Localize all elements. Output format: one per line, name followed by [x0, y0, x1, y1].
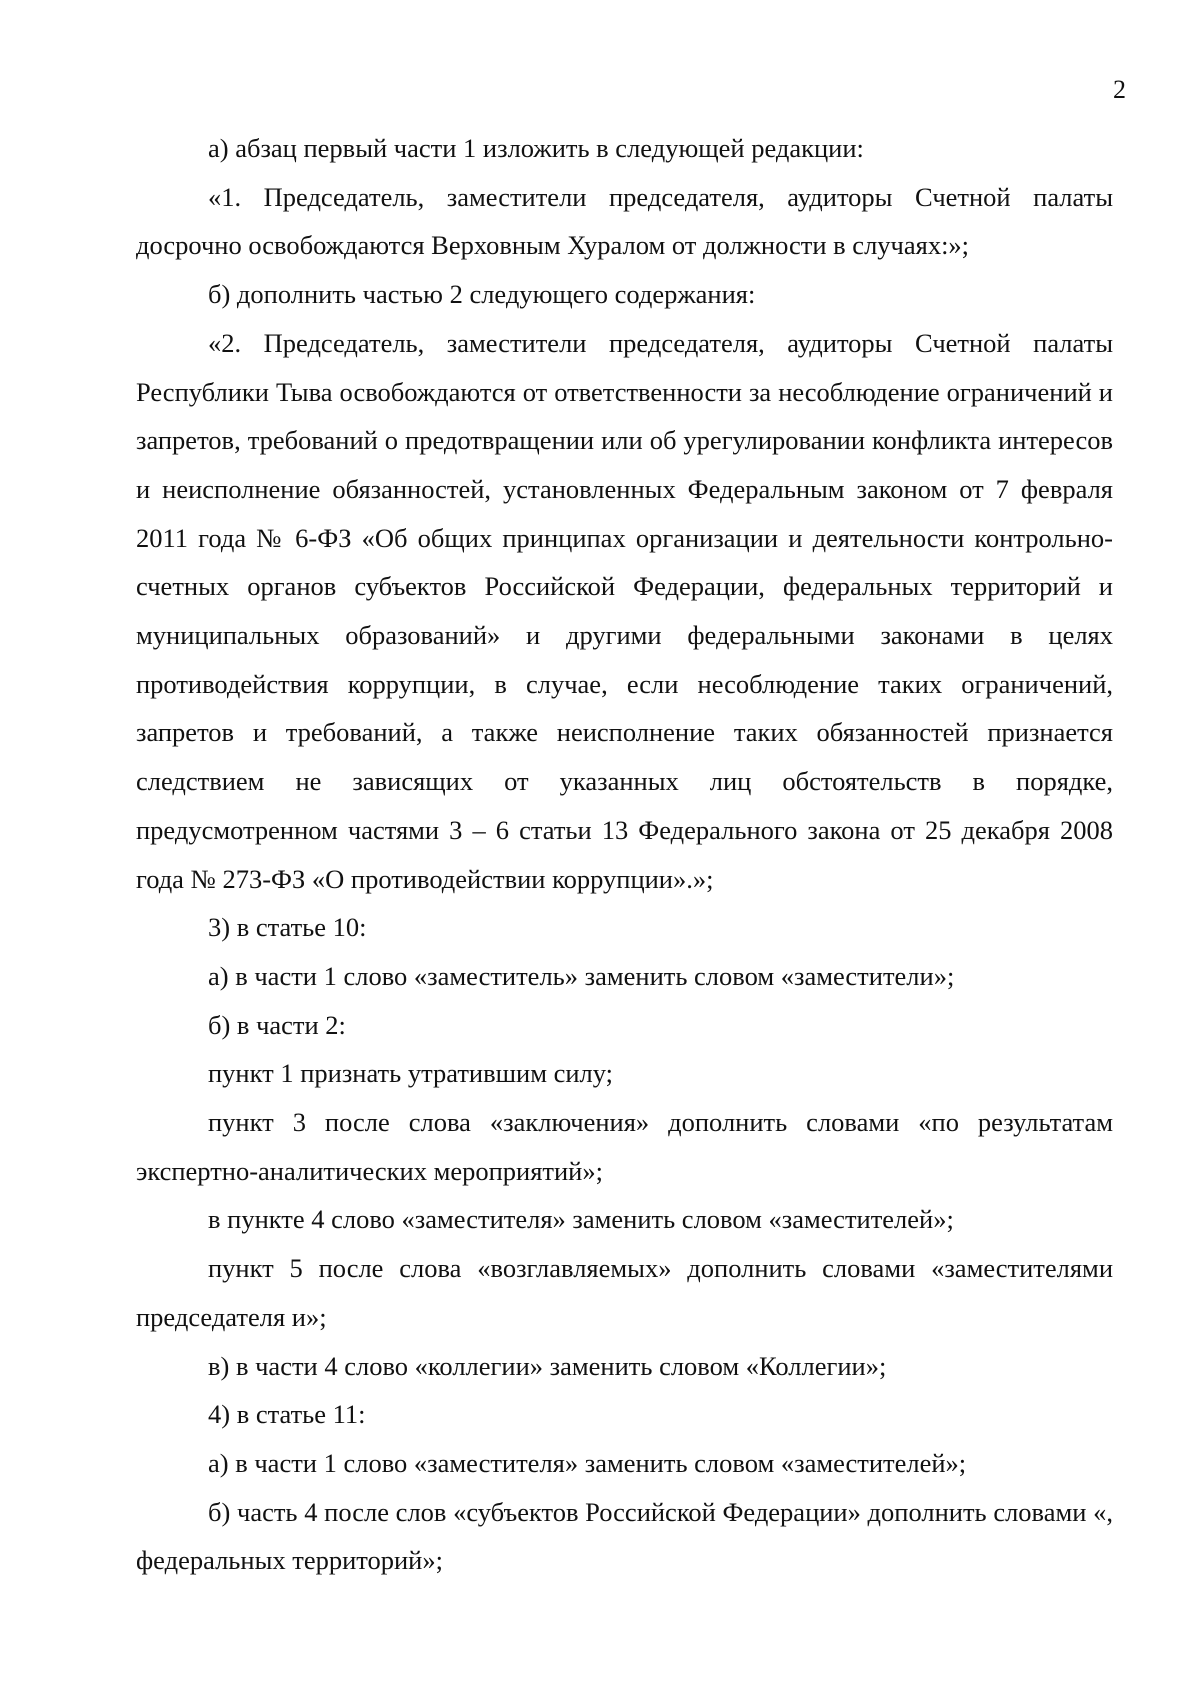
paragraph-3: б) дополнить частью 2 следующего содержания:	[208, 279, 756, 310]
paragraph-4: «2. Председатель, заместители председателя, аудиторы Счетной палаты Республики Тыва освобождаются от ответственности за несоблюдение ограничений и запретов, требований о предотвращении или об урегулировании конфликта интересов и неисполнение обязанностей, установленных Федеральным законом от 7 февраля 2011 года № 6-ФЗ «Об общих принципах организации и деятельности контрольно-счетных органов субъектов Российской Федерации, федеральных территорий и муниципальных образований» и другими федеральными законами в целях противодействия коррупции, в случае, если несоблюдение таких ограничений, запретов и требований, а также неисполнение таких обязанностей признается следствием не зависящих от указанных лиц обстоятельств в порядке, предусмотренном частями 3 – 6 статьи 13 Федерального закона от 25 декабря 2008 года № 273-ФЗ «О противодействии коррупции».»;	[136, 327, 1113, 894]
paragraph-6: а) в части 1 слово «заместитель» заменить словом «заместители»;	[208, 960, 955, 991]
paragraph-12: в) в части 4 слово «коллегии» заменить словом «Коллегии»;	[208, 1350, 887, 1381]
paragraph-5: 3) в статье 10:	[208, 912, 367, 943]
paragraph-8: пункт 1 признать утратившим силу;	[208, 1058, 614, 1089]
paragraph-1: а) абзац первый части 1 изложить в следующей редакции:	[208, 133, 864, 163]
paragraph-13: 4) в статье 11:	[208, 1399, 366, 1430]
paragraph-7: б) в части 2:	[208, 1009, 346, 1040]
document-body	[136, 124, 1113, 1585]
paragraph-10: в пункте 4 слово «заместителя» заменить словом «заместителей»;	[208, 1204, 954, 1235]
paragraph-11: пункт 5 после слова «возглавляемых» дополнить словами «заместителями председателя и»;	[136, 1253, 1113, 1332]
page-number: 2	[1113, 75, 1126, 104]
paragraph-14: а) в части 1 слово «заместителя» заменить словом «заместителей»;	[208, 1447, 967, 1478]
paragraph-15: б) часть 4 после слов «субъектов Российской Федерации» дополнить словами «, федеральных территорий»;	[136, 1496, 1113, 1576]
paragraph-2: «1. Председатель, заместители председателя, аудиторы Счетной палаты досрочно освобождаются Верховным Хуралом от должности в случаях:»;	[136, 181, 1113, 261]
paragraph-9: пункт 3 после слова «заключения» дополнить словами «по результатам экспертно-аналитических мероприятий»;	[136, 1107, 1113, 1186]
